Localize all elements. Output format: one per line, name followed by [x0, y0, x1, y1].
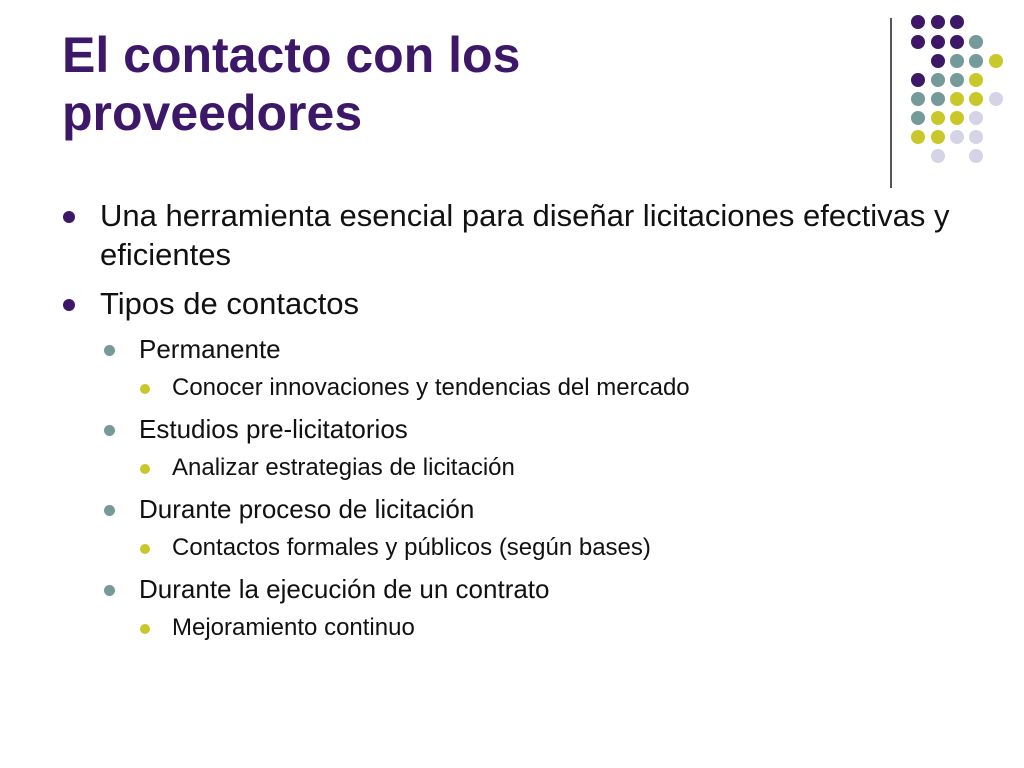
- decorative-dot: [931, 54, 945, 68]
- decorative-dot: [911, 73, 925, 87]
- sub-sub-bullet-item: [60, 373, 990, 403]
- decorative-dot: [931, 15, 945, 29]
- decorative-dot: [969, 35, 983, 49]
- sub-bullet-marker-icon: [104, 345, 115, 356]
- sub-bullet-text: Durante la ejecución de un contrato: [139, 574, 550, 604]
- decorative-dot: [911, 35, 925, 49]
- decorative-dot: [950, 130, 964, 144]
- decorative-dot: [950, 73, 964, 87]
- sub-bullet-text: Durante proceso de licitación: [139, 494, 475, 524]
- sub-bullet-item: [60, 333, 990, 365]
- decorative-dot: [969, 54, 983, 68]
- decorative-dot: [911, 92, 925, 106]
- decorative-dot: [969, 149, 983, 163]
- decorative-dot: [911, 111, 925, 125]
- decorative-dot: [931, 92, 945, 106]
- decorative-dot: [911, 15, 925, 29]
- sub-sub-bullet-marker-icon: [140, 544, 150, 554]
- sub-sub-bullet-item: [60, 613, 990, 643]
- sub-sub-bullet-text: Conocer innovaciones y tendencias del mercado: [172, 374, 690, 401]
- decorative-dot: [931, 130, 945, 144]
- sub-sub-bullet-text: Contactos formales y públicos (según bases): [172, 534, 651, 561]
- decorative-dot: [989, 54, 1003, 68]
- bullet-item: [60, 196, 990, 274]
- sub-sub-bullet-text: Mejoramiento continuo: [172, 614, 415, 641]
- decorative-dot: [931, 35, 945, 49]
- sub-bullet-marker-icon: [104, 425, 115, 436]
- bullet-text: Una herramienta esencial para diseñar licitaciones efectivas y eficientes: [100, 198, 950, 272]
- sub-sub-bullet-item: [60, 533, 990, 563]
- sub-sub-bullet-item: [60, 453, 990, 483]
- decorative-dot: [931, 149, 945, 163]
- decorative-dot-grid: [0, 0, 1024, 200]
- sub-bullet-marker-icon: [104, 585, 115, 596]
- decorative-dot: [969, 130, 983, 144]
- decorative-dot: [950, 92, 964, 106]
- bullet-item: [60, 284, 990, 323]
- sub-bullet-marker-icon: [104, 505, 115, 516]
- slide-title-line-1: El contacto con los: [62, 27, 521, 83]
- bullet-list: [60, 196, 990, 653]
- decorative-dot: [950, 111, 964, 125]
- sub-bullet-item: [60, 493, 990, 525]
- bullet-marker-icon: [63, 299, 75, 311]
- decorative-dot: [950, 54, 964, 68]
- bullet-marker-icon: [63, 211, 75, 223]
- sub-bullet-text: Permanente: [139, 334, 281, 364]
- sub-sub-bullet-marker-icon: [140, 464, 150, 474]
- decorative-dot: [931, 73, 945, 87]
- sub-sub-bullet-marker-icon: [140, 384, 150, 394]
- sub-bullet-item: [60, 573, 990, 605]
- slide-title-line-2: proveedores: [62, 85, 363, 141]
- decorative-dot: [931, 111, 945, 125]
- sub-bullet-item: [60, 413, 990, 445]
- decorative-dot: [911, 130, 925, 144]
- sub-sub-bullet-marker-icon: [140, 624, 150, 634]
- decorative-dot: [950, 35, 964, 49]
- bullet-text: Tipos de contactos: [100, 286, 360, 321]
- decorative-dot: [969, 92, 983, 106]
- decorative-dot: [950, 15, 964, 29]
- sub-bullet-text: Estudios pre-licitatorios: [139, 414, 408, 444]
- decorative-dot: [969, 111, 983, 125]
- decorative-dot: [969, 73, 983, 87]
- decorative-dot: [989, 92, 1003, 106]
- sub-sub-bullet-text: Analizar estrategias de licitación: [172, 454, 515, 481]
